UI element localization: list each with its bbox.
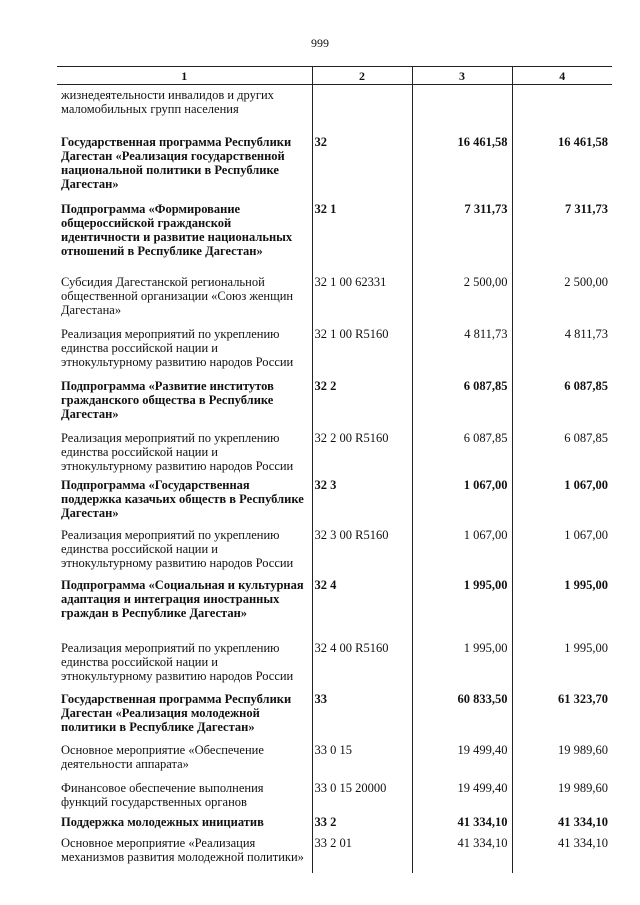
column-header-amount-1: 3: [412, 67, 512, 85]
row-name-cell: Государственная программа Республики Дагестан «Реализация молодежной политики в Республике Дагестан»: [61, 691, 292, 734]
table-row: [57, 324, 612, 376]
row-amount-1-cell: 1 995,00: [412, 575, 512, 638]
row-amount-1-cell: 60 833,50: [412, 689, 512, 740]
row-amount-2-cell: 1 067,00: [512, 475, 612, 525]
column-header-name: 1: [57, 67, 312, 85]
table-row: [57, 272, 612, 324]
row-amount-1-cell: 1 067,00: [412, 475, 512, 525]
row-code-cell: 32 3: [312, 475, 412, 525]
row-name-cell: Подпрограмма «Формирование общероссийской гражданской идентичности и развитие национальных отношений в Республике Дагестан»: [61, 201, 293, 258]
row-amount-2-cell: 41 334,10: [512, 812, 612, 833]
row-amount-2-cell: 16 461,58: [512, 132, 612, 199]
row-amount-1-cell: 1 067,00: [412, 525, 512, 575]
row-code-cell: 32 2 00 R5160: [312, 428, 412, 475]
page-number: 999: [311, 36, 329, 50]
row-code-cell: 32 4 00 R5160: [312, 638, 412, 689]
table-row: [57, 132, 612, 199]
row-amount-1-cell: 41 334,10: [412, 833, 512, 873]
table-row: [57, 525, 612, 575]
row-amount-1-cell: 1 995,00: [412, 638, 512, 689]
table-row: [57, 199, 612, 272]
row-amount-1-cell: 4 811,73: [412, 324, 512, 376]
column-header-code: 2: [312, 67, 412, 85]
row-code-cell: 32 4: [312, 575, 412, 638]
row-code-cell: 32 2: [312, 376, 412, 428]
row-amount-1-cell: 6 087,85: [412, 428, 512, 475]
row-name-cell: Подпрограмма «Социальная и культурная адаптация и интеграция иностранных граждан в Республике Дагестан»: [61, 577, 304, 620]
row-name-cell: Подпрограмма «Развитие институтов гражданского общества в Республике Дагестан»: [61, 378, 274, 421]
row-amount-1-cell: [412, 85, 512, 132]
row-amount-1-cell: 19 499,40: [412, 778, 512, 812]
row-amount-2-cell: 41 334,10: [512, 833, 612, 873]
row-code-cell: 33 0 15: [312, 740, 412, 778]
table-body: [57, 85, 612, 873]
row-amount-2-cell: 4 811,73: [512, 324, 612, 376]
row-name-cell: Реализация мероприятий по укреплению единства российской нации и этнокультурному развитию народов России: [61, 430, 294, 473]
table-row: [57, 812, 612, 833]
row-code-cell: 33 2 01: [312, 833, 412, 873]
table-row: [57, 833, 612, 873]
table-row: [57, 575, 612, 638]
row-amount-2-cell: 2 500,00: [512, 272, 612, 324]
row-name-cell: Поддержка молодежных инициатив: [61, 814, 264, 829]
row-amount-2-cell: 61 323,70: [512, 689, 612, 740]
table-row: [57, 638, 612, 689]
row-amount-1-cell: 7 311,73: [412, 199, 512, 272]
row-name-cell: Субсидия Дагестанской региональной общественной организации «Союз женщин Дагестана»: [61, 274, 294, 317]
row-code-cell: 32 1: [312, 199, 412, 272]
row-name-cell: Реализация мероприятий по укреплению единства российской нации и этнокультурному развитию народов России: [61, 326, 294, 369]
row-amount-2-cell: 1 995,00: [512, 575, 612, 638]
row-name-cell: Государственная программа Республики Дагестан «Реализация государственной национальной политики в Республике Дагестан»: [61, 134, 292, 191]
row-amount-2-cell: 1 995,00: [512, 638, 612, 689]
row-amount-2-cell: 19 989,60: [512, 740, 612, 778]
row-name-cell: жизнедеятельности инвалидов и других маломобильных групп населения: [61, 88, 274, 116]
row-name-cell: Основное мероприятие «Реализация механизмов развития молодежной политики»: [61, 835, 304, 864]
row-amount-2-cell: [512, 85, 612, 132]
table-row: [57, 689, 612, 740]
row-amount-2-cell: 7 311,73: [512, 199, 612, 272]
row-code-cell: [312, 85, 412, 132]
row-amount-1-cell: 6 087,85: [412, 376, 512, 428]
row-amount-1-cell: 41 334,10: [412, 812, 512, 833]
row-code-cell: 32 1 00 R5160: [312, 324, 412, 376]
row-amount-2-cell: 6 087,85: [512, 428, 612, 475]
row-amount-1-cell: 19 499,40: [412, 740, 512, 778]
row-code-cell: 33: [312, 689, 412, 740]
row-name-cell: Реализация мероприятий по укреплению единства российской нации и этнокультурному развитию народов России: [61, 527, 294, 570]
table-row: [57, 475, 612, 525]
row-code-cell: 33 2: [312, 812, 412, 833]
row-code-cell: 32 1 00 62331: [312, 272, 412, 324]
table-row: [57, 778, 612, 812]
row-amount-2-cell: 1 067,00: [512, 525, 612, 575]
budget-table: [57, 66, 612, 873]
header-row: [57, 67, 612, 85]
row-name-cell: Основное мероприятие «Обеспечение деятельности аппарата»: [61, 742, 264, 771]
row-amount-2-cell: 19 989,60: [512, 778, 612, 812]
row-amount-1-cell: 2 500,00: [412, 272, 512, 324]
table-row: [57, 740, 612, 778]
row-code-cell: 32 3 00 R5160: [312, 525, 412, 575]
row-name-cell: Реализация мероприятий по укреплению единства российской нации и этнокультурному развитию народов России: [61, 640, 294, 683]
row-code-cell: 33 0 15 20000: [312, 778, 412, 812]
row-amount-1-cell: 16 461,58: [412, 132, 512, 199]
row-code-cell: 32: [312, 132, 412, 199]
table-header: [57, 67, 612, 85]
table-row: [57, 376, 612, 428]
row-amount-2-cell: 6 087,85: [512, 376, 612, 428]
table-row: [57, 85, 612, 132]
column-header-amount-2: 4: [512, 67, 612, 85]
row-name-cell: Финансовое обеспечение выполнения функций государственных органов: [61, 780, 264, 809]
table-row: [57, 428, 612, 475]
row-name-cell: Подпрограмма «Государственная поддержка казачьих обществ в Республике Дагестан»: [61, 477, 304, 520]
